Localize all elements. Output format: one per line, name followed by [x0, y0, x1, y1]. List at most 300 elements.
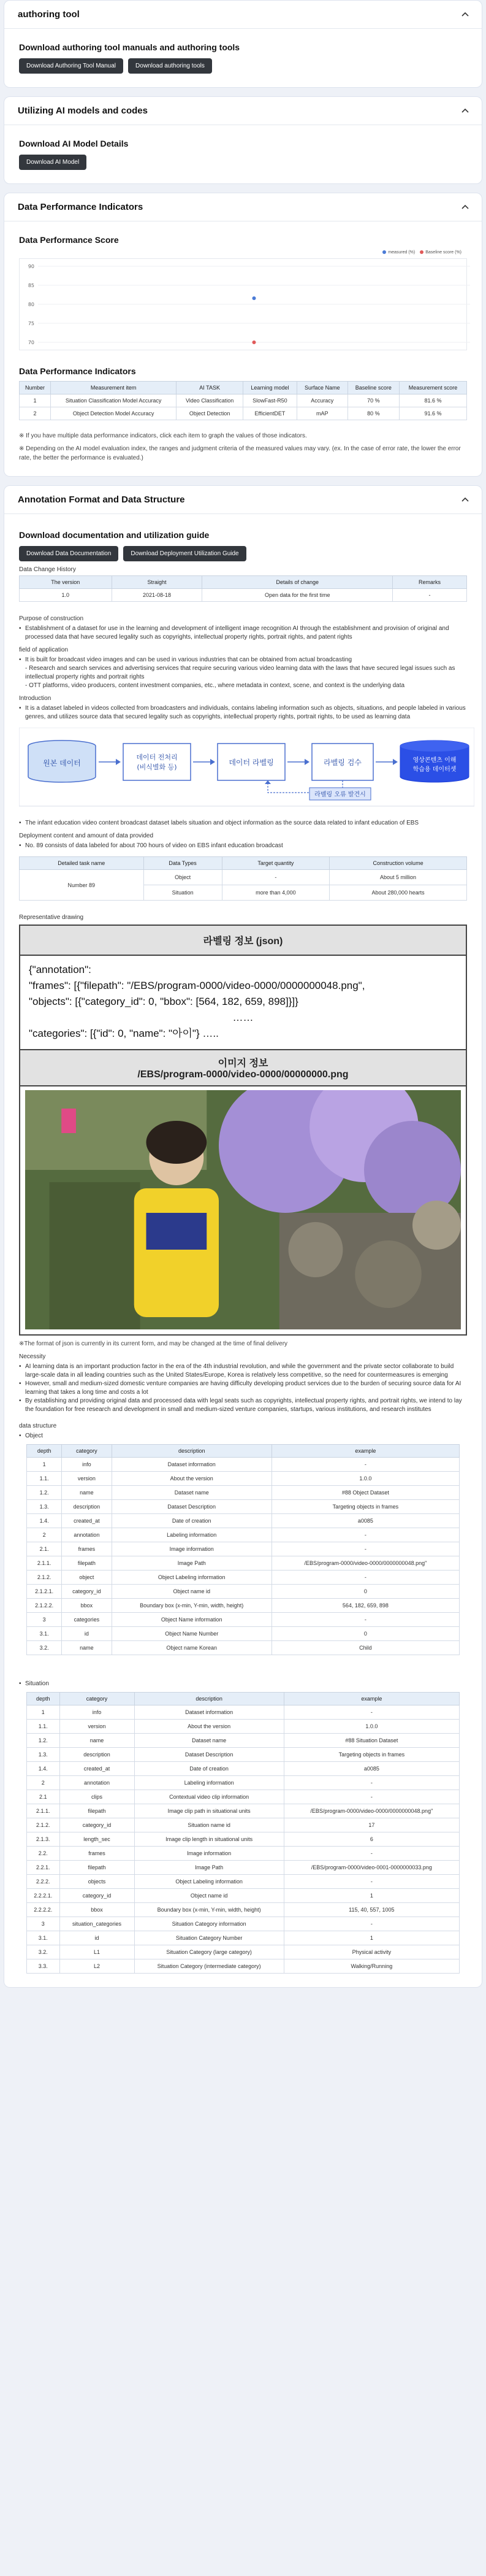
table-row: [27, 1903, 460, 1917]
section-heading: Download authoring tool manuals and authoring tools: [19, 42, 240, 52]
table-row: [27, 1959, 460, 1974]
table-row: [27, 1613, 460, 1627]
table-row: [27, 1486, 460, 1500]
table-cell: length_sec: [59, 1832, 134, 1847]
table-cell: -: [271, 1613, 459, 1627]
column-header: The version: [20, 576, 112, 589]
json-line: "categories": [{"id": 0, "name": "아이"} …..: [29, 1028, 219, 1039]
table-cell: objects: [59, 1875, 134, 1889]
table-cell: Image clip path in situational units: [134, 1804, 284, 1818]
table-cell: more than 4,000: [222, 885, 330, 901]
table-cell: Image information: [112, 1542, 271, 1556]
table-cell: Child: [271, 1641, 459, 1655]
table-cell: 115, 40, 557, 1005: [284, 1903, 459, 1917]
table-cell: SlowFast-R50: [243, 394, 297, 407]
table-row: [27, 1748, 460, 1762]
table-cell: 1: [27, 1705, 60, 1720]
object-label: • Object: [19, 1432, 467, 1440]
section-heading: Download AI Model Details: [19, 139, 129, 148]
y-tick-label: 90: [28, 264, 34, 269]
table-row: [20, 394, 467, 407]
table-cell: -: [284, 1917, 459, 1931]
section-title: Annotation Format and Data Structure: [18, 494, 185, 505]
history-table: [19, 575, 467, 602]
json-line: "frames": [{"filepath": "/EBS/program-0000/video-0000/0000000048.png",: [29, 980, 365, 991]
json-title: 라벨링 정보 (json): [20, 926, 466, 956]
table-cell: category_id: [59, 1889, 134, 1903]
table-cell: 17: [284, 1818, 459, 1832]
table-cell: situation_categories: [59, 1917, 134, 1931]
table-cell: 1.2.: [27, 1486, 62, 1500]
sample-photo: [25, 1090, 461, 1329]
svg-text:학습용 데이터셋: 학습용 데이터셋: [412, 766, 457, 773]
table-cell: 3: [27, 1917, 60, 1931]
annotation-card: [4, 485, 482, 1988]
table-cell: filepath: [62, 1556, 112, 1571]
table-cell: Image clip length in situational units: [134, 1832, 284, 1847]
table-cell: 1.1.: [27, 1472, 62, 1486]
table-cell: created_at: [59, 1762, 134, 1776]
table-cell: Dataset name: [112, 1486, 271, 1500]
table-cell: 80 %: [347, 407, 399, 420]
table-cell: Object name id: [134, 1889, 284, 1903]
table-cell: Labeling information: [134, 1776, 284, 1790]
download-documentation-button[interactable]: Download Data Documentation: [19, 546, 118, 561]
table-cell: Situation Category (intermediate category): [134, 1959, 284, 1974]
section-title: Data Performance Indicators: [18, 202, 143, 212]
table-cell: 3.2.: [27, 1945, 60, 1959]
column-header: Learning model: [243, 382, 297, 394]
table-cell: 2021-08-18: [112, 589, 202, 602]
table-cell: Open data for the first time: [202, 589, 393, 602]
table-cell: Dataset name: [134, 1734, 284, 1748]
section-title: Utilizing AI models and codes: [18, 106, 148, 116]
column-header: example: [271, 1445, 459, 1458]
table-row: [27, 1917, 460, 1931]
table-cell: id: [62, 1627, 112, 1641]
table-cell: L1: [59, 1945, 134, 1959]
table-cell: Contextual video clip information: [134, 1790, 284, 1804]
table-cell: -: [271, 1458, 459, 1472]
download-authoring-tools-button[interactable]: Download authoring tools: [128, 58, 212, 74]
chart-plot: [20, 259, 475, 350]
table-cell: annotation: [59, 1776, 134, 1790]
table-row: [27, 1705, 460, 1720]
situation-label: • Situation: [19, 1680, 467, 1688]
y-tick-label: 70: [28, 340, 34, 345]
table-row: [27, 1599, 460, 1613]
column-header: Straight: [112, 576, 202, 589]
field-text: - Research and search services and advertising services that require securing various video learning data with the laws that have secured legal issues such as intellectual property rights and portrait rights: [25, 665, 455, 680]
table-cell: description: [59, 1748, 134, 1762]
table-cell: name: [62, 1486, 112, 1500]
table-cell: Boundary box (x-min, Y-min, width, height): [134, 1903, 284, 1917]
table-cell: 1.4.: [27, 1762, 60, 1776]
table-cell: 0: [271, 1585, 459, 1599]
table-row: [27, 1847, 460, 1861]
table-cell: bbox: [62, 1599, 112, 1613]
table-cell: Object Name information: [112, 1613, 271, 1627]
table-row: [27, 1458, 460, 1472]
table-cell: a0085: [271, 1514, 459, 1528]
table-row: [20, 589, 467, 602]
table-cell: 3.2.: [27, 1641, 62, 1655]
table-cell: 1.3.: [27, 1500, 62, 1514]
table-cell: -: [271, 1528, 459, 1542]
table-cell: Object Name Number: [112, 1627, 271, 1641]
table-row: [27, 1627, 460, 1641]
flow-step-labeling: [218, 744, 285, 780]
svg-text:데이터 전처리: 데이터 전처리: [136, 753, 178, 761]
performance-card: [4, 193, 482, 477]
table-cell: Object: [143, 870, 222, 885]
table-row: [20, 870, 467, 885]
necessity-item: • By establishing and providing original data and processed data with legal seats such as copyrights, intellectual property rights, and portrait rights, we intend to lay the foundation for free research and development in small and medium-sized venture companies, startups, various institutions, and research institutes: [19, 1397, 467, 1414]
intro-label: Introduction: [19, 695, 51, 702]
column-header: description: [112, 1445, 271, 1458]
table-cell: -: [284, 1847, 459, 1861]
table-cell: 1: [284, 1931, 459, 1945]
table-cell: Accuracy: [297, 394, 348, 407]
column-header: Surface Name: [297, 382, 348, 394]
table-row: [27, 1528, 460, 1542]
table-cell: About 5 million: [330, 870, 467, 885]
table-row: [27, 1861, 460, 1875]
table-row: [27, 1875, 460, 1889]
table-cell: About the version: [134, 1720, 284, 1734]
rep-label: Representative drawing: [19, 914, 84, 921]
table-cell: 2.2.: [27, 1847, 60, 1861]
table-cell: Physical activity: [284, 1945, 459, 1959]
column-header: category: [62, 1445, 112, 1458]
table-cell: #88 Situation Dataset: [284, 1734, 459, 1748]
data-point[interactable]: [252, 340, 256, 344]
table-row: [27, 1720, 460, 1734]
table-cell: Walking/Running: [284, 1959, 459, 1974]
legend-item-measured[interactable]: measured (%): [382, 250, 415, 255]
ai-models-card: [4, 96, 482, 184]
table-cell: category_id: [62, 1585, 112, 1599]
table-cell: -: [271, 1542, 459, 1556]
table-cell: 2.1.1.: [27, 1556, 62, 1571]
field-label: field of application: [19, 647, 69, 653]
table-row: [27, 1556, 460, 1571]
intro-text: • It is a dataset labeled in videos collected from broadcasters and individuals, contains labeling information such as objects, situations, and people labeled in various genres, and utilizes source data that secured legality such as copyrights, intellectual property rights, portrait rights, to be used as learning data: [19, 704, 467, 721]
table-cell: 3.3.: [27, 1959, 60, 1974]
svg-text:라벨링 오류 발견시: 라벨링 오류 발견시: [314, 791, 366, 798]
table-cell: L2: [59, 1959, 134, 1974]
table-row: [27, 1776, 460, 1790]
table-cell: #88 Object Dataset: [271, 1486, 459, 1500]
column-header: Measurement score: [400, 382, 467, 394]
table-cell: 1.2.: [27, 1734, 60, 1748]
table-cell: filepath: [59, 1804, 134, 1818]
table-cell: Dataset information: [112, 1458, 271, 1472]
table-cell: 2.2.2.2.: [27, 1903, 60, 1917]
table-cell: -: [393, 589, 467, 602]
authoring-tool-card: [4, 0, 482, 88]
chevron-up-icon[interactable]: [461, 496, 469, 504]
purpose-text: • Establishment of a dataset for use in the learning and development of intelligent image recognition AI through the establishment and provision of original and processed data that have secured legality such as copyrights, intellectual property rights, portrait rights, and patent rights: [19, 625, 467, 642]
column-header: Baseline score: [347, 382, 399, 394]
field-text: • It is built for broadcast video images and can be used in various industries that can be obtained from actual broadcasting: [19, 656, 467, 664]
column-header: Target quantity: [222, 857, 330, 870]
table-cell: clips: [59, 1790, 134, 1804]
table-cell: mAP: [297, 407, 348, 420]
table-cell: 1.0.0: [284, 1720, 459, 1734]
table-cell: 70 %: [347, 394, 399, 407]
column-header: Number: [20, 382, 51, 394]
table-row: [27, 1832, 460, 1847]
table-cell: -: [284, 1875, 459, 1889]
table-cell: Object name Korean: [112, 1641, 271, 1655]
image-info-title: [20, 1049, 466, 1086]
json-content: [20, 956, 466, 1049]
history-label: Data Change History: [19, 566, 76, 573]
svg-text:(비식별화 등): (비식별화 등): [137, 763, 177, 771]
table-cell: 2: [20, 407, 51, 420]
chevron-up-icon[interactable]: [461, 203, 469, 212]
table-cell: Situation name id: [134, 1818, 284, 1832]
chart-legend: [382, 250, 461, 255]
table-cell: About the version: [112, 1472, 271, 1486]
table-cell: /EBS/program-0000/video-0000/0000000048.png": [284, 1804, 459, 1818]
representative-drawing: [19, 925, 467, 1336]
flow-step-source: [28, 740, 96, 782]
table-cell: 2.2.1.: [27, 1861, 60, 1875]
y-tick-label: 80: [28, 302, 34, 307]
flow-step-inspection: [312, 744, 373, 780]
download-guide-button[interactable]: Download Deployment Utilization Guide: [123, 546, 246, 561]
table-cell: Image Path: [112, 1556, 271, 1571]
table-row: [27, 1762, 460, 1776]
table-cell: 2.1.1.: [27, 1804, 60, 1818]
table-row: [27, 1889, 460, 1903]
table-cell: About 280,000 hearts: [330, 885, 467, 901]
table-cell: 0: [271, 1627, 459, 1641]
table-cell: -: [222, 870, 330, 885]
table-row: [27, 1945, 460, 1959]
table-cell: EfficientDET: [243, 407, 297, 420]
table-row: [27, 1804, 460, 1818]
column-header: Construction volume: [330, 857, 467, 870]
table-cell: -: [284, 1705, 459, 1720]
deploy-text: • No. 89 consists of data labeled for about 700 hours of video on EBS infant education broadcast: [19, 842, 467, 850]
table-cell: 1: [20, 394, 51, 407]
table-cell: Date of creation: [134, 1762, 284, 1776]
indicators-table: [19, 381, 467, 420]
table-cell: 1.1.: [27, 1720, 60, 1734]
column-header: AI TASK: [177, 382, 243, 394]
performance-header[interactable]: [4, 193, 482, 221]
y-tick-label: 75: [28, 321, 34, 326]
table-cell: /EBS/program-0000/video-0001-0000000033.png: [284, 1861, 459, 1875]
table-cell: 2: [27, 1776, 60, 1790]
table-row: [27, 1542, 460, 1556]
column-header: description: [134, 1693, 284, 1705]
flow-step-dataset: [400, 740, 469, 782]
table-cell: Object name id: [112, 1585, 271, 1599]
table-cell: Image Path: [134, 1861, 284, 1875]
indicators-note: ※ If you have multiple data performance indicators, click each item to graph the values of those indicators.: [19, 433, 307, 439]
table-cell: Situation Category information: [134, 1917, 284, 1931]
table-cell: Dataset Description: [134, 1748, 284, 1762]
svg-text:라벨링 검수: 라벨링 검수: [324, 758, 362, 767]
flow-error-label: [309, 788, 371, 800]
legend-item-baseline[interactable]: Baseline score (%): [420, 250, 461, 255]
table-cell: 2.1.2.: [27, 1571, 62, 1585]
svg-text:영상콘텐츠 이해: 영상콘텐츠 이해: [412, 757, 457, 764]
table-cell: Situation Category (large category): [134, 1945, 284, 1959]
table-cell: 2.1: [27, 1790, 60, 1804]
table-cell: 1.0.0: [271, 1472, 459, 1486]
table-cell: bbox: [59, 1903, 134, 1917]
table-cell: description: [62, 1500, 112, 1514]
purpose-label: Purpose of construction: [19, 615, 84, 622]
table-cell: version: [59, 1720, 134, 1734]
table-cell: 1: [27, 1458, 62, 1472]
table-cell: Situation Classification Model Accuracy: [50, 394, 177, 407]
json-line: ……: [232, 1012, 254, 1023]
table-cell: /EBS/program-0000/video-0000/0000000048.png": [271, 1556, 459, 1571]
table-cell: version: [62, 1472, 112, 1486]
table-row: [20, 407, 467, 420]
json-line: {"annotation":: [29, 964, 91, 975]
column-header: example: [284, 1693, 459, 1705]
table-cell: Targeting objects in frames: [284, 1748, 459, 1762]
chart-title: Data Performance Score: [19, 235, 119, 245]
table-row: [27, 1514, 460, 1528]
table-cell: 2.1.2.: [27, 1818, 60, 1832]
y-tick-label: 85: [28, 283, 34, 288]
svg-text:데이터 라벨링: 데이터 라벨링: [229, 758, 274, 767]
table-row: [27, 1931, 460, 1945]
section-title: authoring tool: [18, 9, 80, 20]
deploy-label: Deployment content and amount of data provided: [19, 832, 154, 839]
table-cell: 2.1.2.1.: [27, 1585, 62, 1599]
table-row: [27, 1818, 460, 1832]
format-note: ※The format of json is currently in its current form, and may be changed at the time of final delivery: [19, 1340, 288, 1347]
column-header: Detailed task name: [20, 857, 144, 870]
table-row: [27, 1790, 460, 1804]
object-structure-table: [26, 1444, 460, 1655]
table-cell: object: [62, 1571, 112, 1585]
deploy-table: [19, 856, 467, 901]
table-cell: 3.1.: [27, 1931, 60, 1945]
performance-chart: [19, 250, 467, 350]
table-cell: info: [62, 1458, 112, 1472]
table-cell: 2: [27, 1528, 62, 1542]
table-row: [27, 1472, 460, 1486]
table-row: [27, 1571, 460, 1585]
data-point[interactable]: [252, 296, 256, 300]
table-cell: annotation: [62, 1528, 112, 1542]
table-cell: 564, 182, 659, 898: [271, 1599, 459, 1613]
flow-step-preprocess: [123, 744, 191, 780]
indicators-note: ※ Depending on the AI model evaluation index, the ranges and judgment criteria of the measured values may vary. (ex. In the case of error rate, the lower the error rate, the better the performance is evaluated.): [19, 445, 461, 461]
table-cell: 81.6 %: [400, 394, 467, 407]
table-cell: frames: [62, 1542, 112, 1556]
field-text: - OTT platforms, video producers, content investment companies, etc., where metadata in context, scene, and context is the underlying data: [25, 682, 405, 689]
photo-illustration: [25, 1090, 461, 1329]
json-line: "objects": [{"category_id": 0, "bbox": [564, 182, 659, 898]}]}: [29, 996, 298, 1007]
column-header: depth: [27, 1445, 62, 1458]
table-cell: Object Detection Model Accuracy: [50, 407, 177, 420]
table-cell: -: [271, 1571, 459, 1585]
table-cell: Image information: [134, 1847, 284, 1861]
table-row: [27, 1500, 460, 1514]
table-cell: -: [284, 1776, 459, 1790]
column-header: depth: [27, 1693, 60, 1705]
table-cell: Object Detection: [177, 407, 243, 420]
situation-structure-table: [26, 1692, 460, 1974]
table-cell: Labeling information: [112, 1528, 271, 1542]
image-info-heading: 이미지 정보: [218, 1058, 268, 1069]
table-cell: 3.1.: [27, 1627, 62, 1641]
chevron-up-icon[interactable]: [461, 107, 469, 115]
column-header: Measurement item: [50, 382, 177, 394]
column-header: Details of change: [202, 576, 393, 589]
infant-note: • The infant education video content broadcast dataset labels situation and object information as the source data related to infant education of EBS: [19, 819, 467, 828]
chevron-up-icon[interactable]: [461, 10, 469, 19]
annotation-header[interactable]: [4, 486, 482, 514]
table-cell: name: [59, 1734, 134, 1748]
table-cell: Date of creation: [112, 1514, 271, 1528]
column-header: category: [59, 1693, 134, 1705]
table-row: [27, 1641, 460, 1655]
image-info-path: /EBS/program-0000/video-0000/00000000.png: [137, 1069, 349, 1080]
download-ai-model-button[interactable]: Download AI Model: [19, 155, 86, 170]
table-row: [27, 1734, 460, 1748]
construction-flow-diagram: [19, 728, 474, 813]
table-cell: Situation Category Number: [134, 1931, 284, 1945]
indicators-title: Data Performance Indicators: [19, 366, 136, 376]
necessity-item: • However, small and medium-sized domestic venture companies are having difficulty developing product services due to the burden of securing source data for AI learning that takes a long time and costs a lot: [19, 1380, 467, 1397]
authoring-tool-header[interactable]: [4, 1, 482, 29]
table-cell: 91.6 %: [400, 407, 467, 420]
table-cell: Boundary box (x-min, Y-min, width, height): [112, 1599, 271, 1613]
table-cell: Targeting objects in frames: [271, 1500, 459, 1514]
table-cell: 2.2.2.: [27, 1875, 60, 1889]
table-cell: 2.1.2.2.: [27, 1599, 62, 1613]
table-cell: a0085: [284, 1762, 459, 1776]
table-cell: Object Labeling information: [134, 1875, 284, 1889]
table-cell: Number 89: [20, 870, 144, 901]
section-heading: Download documentation and utilization guide: [19, 530, 210, 540]
table-cell: 1: [284, 1889, 459, 1903]
table-cell: Object Labeling information: [112, 1571, 271, 1585]
table-cell: name: [62, 1641, 112, 1655]
necessity-item: • AI learning data is an important production factor in the era of the 4th industrial revolution, and while the government and the private sector collaborate to build large-scale data in all leading countries such as the United States/Europe, Korea is relatively less competitive, so the need for countermeasures is emerging: [19, 1363, 467, 1380]
table-cell: 6: [284, 1832, 459, 1847]
table-cell: -: [284, 1790, 459, 1804]
table-cell: 1.0: [20, 589, 112, 602]
table-cell: filepath: [59, 1861, 134, 1875]
table-cell: id: [59, 1931, 134, 1945]
table-cell: Situation: [143, 885, 222, 901]
table-cell: categories: [62, 1613, 112, 1627]
table-cell: 2.2.2.1.: [27, 1889, 60, 1903]
table-cell: info: [59, 1705, 134, 1720]
column-header: Remarks: [393, 576, 467, 589]
table-cell: 2.1.3.: [27, 1832, 60, 1847]
download-manual-button[interactable]: Download Authoring Tool Manual: [19, 58, 123, 74]
necessity-label: Necessity: [19, 1353, 46, 1360]
column-header: Data Types: [143, 857, 222, 870]
table-cell: 1.4.: [27, 1514, 62, 1528]
table-cell: Dataset information: [134, 1705, 284, 1720]
ai-models-header[interactable]: [4, 97, 482, 125]
